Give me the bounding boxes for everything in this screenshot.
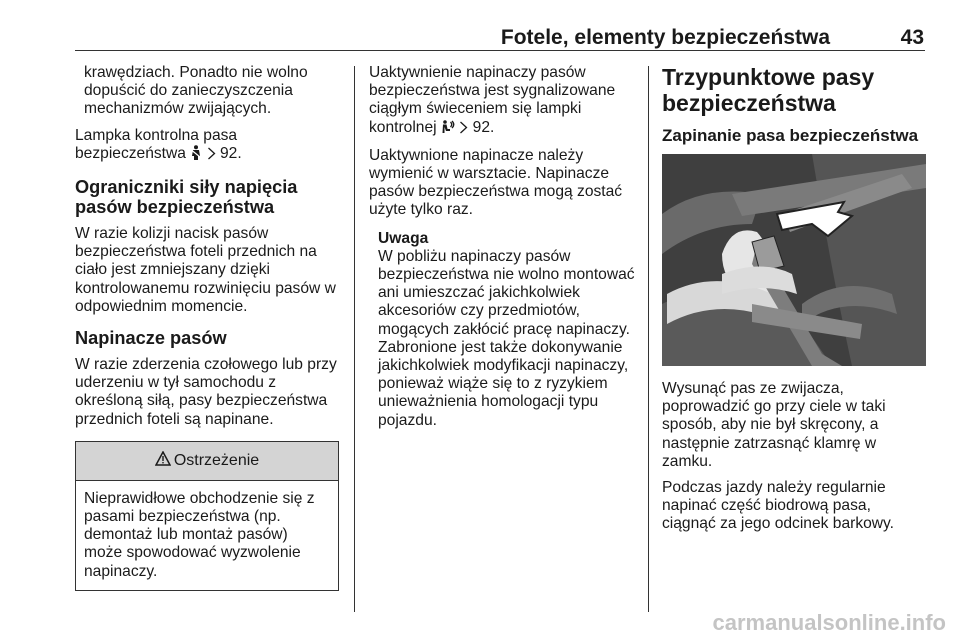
activation-text: Uaktywnienie napinaczy pasów bezpieczeństwa jest sygnalizowane ciągłym świeceniem się lampki kontrolnej	[369, 64, 616, 136]
pretensioners-text: W razie zderzenia czołowego lub przy uderzeniu w tył samochodu z określoną siłą, pasy bezpieczeństwa przednich foteli są napinane.	[75, 356, 337, 428]
seatbelt-icon	[190, 145, 202, 165]
load-limiters-text: W razie kolizji nacisk pasów bezpieczeństwa foteli przednich na ciało jest zmniejszany dzięki kontrolowanemu rozwinięciu pasów w odpowiednim momencie.	[75, 225, 336, 315]
load-limiters-heading: Ograniczniki siły napięcia pasów bezpieczeństwa	[75, 177, 298, 218]
warning-box	[75, 441, 339, 591]
tightening-instructions-text: Podczas jazdy należy regularnie napinać część biodrową pasa, ciągnąć za jego odcinek barkowy.	[662, 479, 895, 533]
warning-text: Nieprawidłowe obchodzenie się z pasami bezpieczeństwa (np. demontaż lub montaż pasów) może spowodować wyzwolenie napinaczy.	[84, 489, 315, 580]
seatbelt-lamp-paragraph	[75, 127, 343, 165]
pretensioners-heading: Napinacze pasów	[75, 328, 227, 349]
warning-label: Ostrzeżenie	[173, 451, 260, 469]
column-left	[75, 64, 343, 591]
page-title: Fotele, elementy bezpieczeństwa	[500, 26, 830, 49]
seatbelt-lamp-ref: 92.	[220, 144, 242, 162]
note-title: Uwaga	[378, 229, 429, 247]
continued-paragraph: krawędziach. Ponadto nie wolno dopuścić do zanieczyszczenia mechanizmów zwijających.	[84, 64, 308, 118]
column-right	[662, 64, 928, 534]
three-point-belts-heading: Trzypunktowe pasy bezpieczeństwa	[662, 64, 875, 116]
page-number: 43	[900, 26, 924, 49]
fastening-belt-subheading: Zapinanie pasa bezpieczeństwa	[662, 126, 919, 145]
header-rule	[75, 50, 925, 51]
column-middle	[369, 64, 639, 430]
activation-ref: 92.	[472, 118, 495, 136]
seatbelt-lamp-text: Lampka kontrolna pasa bezpieczeństwa	[75, 126, 238, 162]
page-reference-icon	[207, 147, 216, 165]
column-divider	[354, 66, 355, 612]
seatbelt-illustration	[662, 154, 926, 366]
warning-triangle-icon	[155, 451, 171, 471]
page-reference-icon	[459, 121, 468, 139]
replacement-text: Uaktywnione napinacze należy wymienić w warsztacie. Napinacze pasów bezpieczeństwa mogą zostać użyte tylko raz.	[369, 146, 623, 219]
fastening-instructions-text: Wysunąć pas ze zwijacza, poprowadzić go przy ciele w taki sposób, aby nie był skręcony, a następnie zatrzasnąć klamrę w zamku.	[662, 380, 886, 470]
note-block	[369, 230, 639, 430]
airbag-warning-icon	[441, 120, 455, 139]
column-divider	[648, 66, 649, 612]
note-text: W pobliżu napinaczy pasów bezpieczeństwa nie wolno montować ani umieszczać jakichkolwiek akcesoriów czy przedmiotów, mogących zakłócić pracę napinaczy. Zabronione jest także dokonywanie jakichkolwiek modyfikacji napinaczy, ponieważ wiąże się to z ryzykiem unieważnienia homologacji typu pojazdu.	[378, 247, 635, 429]
warning-body	[76, 481, 338, 590]
watermark-text: carmanualsonline.info	[712, 610, 946, 635]
warning-header	[76, 442, 338, 481]
activation-paragraph	[369, 64, 639, 139]
